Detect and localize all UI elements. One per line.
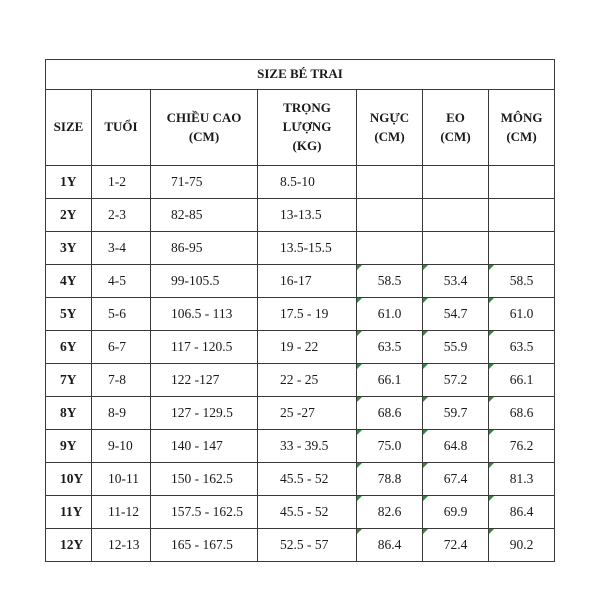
header-nguc: NGỰC (CM) [357,90,423,166]
table-row [46,298,555,331]
eo-cell: 57.2 [423,364,489,397]
eo-cell [423,232,489,265]
size-cell: 12Y [46,529,92,562]
header-tuoi: TUỔI [92,90,151,166]
size-cell: 8Y [46,397,92,430]
size-chart [45,59,554,562]
table-row [46,166,555,199]
eo-cell: 64.8 [423,430,489,463]
eo-cell: 59.7 [423,397,489,430]
nguc-cell [357,166,423,199]
nguc-cell: 58.5 [357,265,423,298]
tuoi-cell: 5-6 [92,298,151,331]
nguc-cell: 61.0 [357,298,423,331]
header-eo: EO (CM) [423,90,489,166]
size-cell: 3Y [46,232,92,265]
trong-luong-cell: 22 - 25 [258,364,357,397]
nguc-cell: 82.6 [357,496,423,529]
tuoi-cell: 2-3 [92,199,151,232]
eo-cell [423,166,489,199]
mong-cell: 63.5 [489,331,555,364]
mong-cell: 68.6 [489,397,555,430]
header-chieu-cao: CHIỀU CAO (CM) [151,90,258,166]
tuoi-cell: 9-10 [92,430,151,463]
table-row [46,331,555,364]
table-row [46,364,555,397]
eo-cell: 55.9 [423,331,489,364]
chieu-cao-cell: 99-105.5 [151,265,258,298]
nguc-cell: 75.0 [357,430,423,463]
eo-cell: 72.4 [423,529,489,562]
trong-luong-cell: 13.5-15.5 [258,232,357,265]
header-size: SIZE [46,90,92,166]
mong-cell: 66.1 [489,364,555,397]
trong-luong-cell: 8.5-10 [258,166,357,199]
eo-cell [423,199,489,232]
table-row [46,265,555,298]
chieu-cao-cell: 150 - 162.5 [151,463,258,496]
chieu-cao-cell: 157.5 - 162.5 [151,496,258,529]
tuoi-cell: 6-7 [92,331,151,364]
size-cell: 6Y [46,331,92,364]
mong-cell: 81.3 [489,463,555,496]
size-cell: 1Y [46,166,92,199]
mong-cell: 76.2 [489,430,555,463]
tuoi-cell: 8-9 [92,397,151,430]
chieu-cao-cell: 127 - 129.5 [151,397,258,430]
mong-cell [489,166,555,199]
nguc-cell: 78.8 [357,463,423,496]
nguc-cell [357,199,423,232]
size-cell: 10Y [46,463,92,496]
size-cell: 5Y [46,298,92,331]
header-mong: MÔNG (CM) [489,90,555,166]
trong-luong-cell: 45.5 - 52 [258,463,357,496]
nguc-cell: 63.5 [357,331,423,364]
table-row [46,529,555,562]
trong-luong-cell: 52.5 - 57 [258,529,357,562]
nguc-cell: 86.4 [357,529,423,562]
size-cell: 4Y [46,265,92,298]
header-trong-luong: TRỌNG LƯỢNG (KG) [258,90,357,166]
chieu-cao-cell: 117 - 120.5 [151,331,258,364]
size-cell: 9Y [46,430,92,463]
tuoi-cell: 7-8 [92,364,151,397]
table-row [46,199,555,232]
table-row [46,430,555,463]
size-cell: 11Y [46,496,92,529]
mong-cell: 90.2 [489,529,555,562]
nguc-cell: 66.1 [357,364,423,397]
tuoi-cell: 1-2 [92,166,151,199]
table-row [46,232,555,265]
trong-luong-cell: 45.5 - 52 [258,496,357,529]
trong-luong-cell: 16-17 [258,265,357,298]
chieu-cao-cell: 82-85 [151,199,258,232]
trong-luong-cell: 33 - 39.5 [258,430,357,463]
mong-cell: 58.5 [489,265,555,298]
trong-luong-cell: 19 - 22 [258,331,357,364]
table-title: SIZE BÉ TRAI [46,60,555,90]
chieu-cao-cell: 165 - 167.5 [151,529,258,562]
size-table [45,59,555,562]
mong-cell: 61.0 [489,298,555,331]
chieu-cao-cell: 122 -127 [151,364,258,397]
eo-cell: 53.4 [423,265,489,298]
nguc-cell [357,232,423,265]
size-cell: 7Y [46,364,92,397]
trong-luong-cell: 13-13.5 [258,199,357,232]
nguc-cell: 68.6 [357,397,423,430]
table-row [46,463,555,496]
size-cell: 2Y [46,199,92,232]
tuoi-cell: 10-11 [92,463,151,496]
trong-luong-cell: 25 -27 [258,397,357,430]
mong-cell [489,232,555,265]
tuoi-cell: 12-13 [92,529,151,562]
chieu-cao-cell: 71-75 [151,166,258,199]
mong-cell [489,199,555,232]
tuoi-cell: 4-5 [92,265,151,298]
mong-cell: 86.4 [489,496,555,529]
table-row [46,496,555,529]
chieu-cao-cell: 140 - 147 [151,430,258,463]
table-row [46,397,555,430]
eo-cell: 69.9 [423,496,489,529]
tuoi-cell: 3-4 [92,232,151,265]
eo-cell: 67.4 [423,463,489,496]
chieu-cao-cell: 86-95 [151,232,258,265]
tuoi-cell: 11-12 [92,496,151,529]
trong-luong-cell: 17.5 - 19 [258,298,357,331]
eo-cell: 54.7 [423,298,489,331]
table-body [46,166,555,562]
chieu-cao-cell: 106.5 - 113 [151,298,258,331]
